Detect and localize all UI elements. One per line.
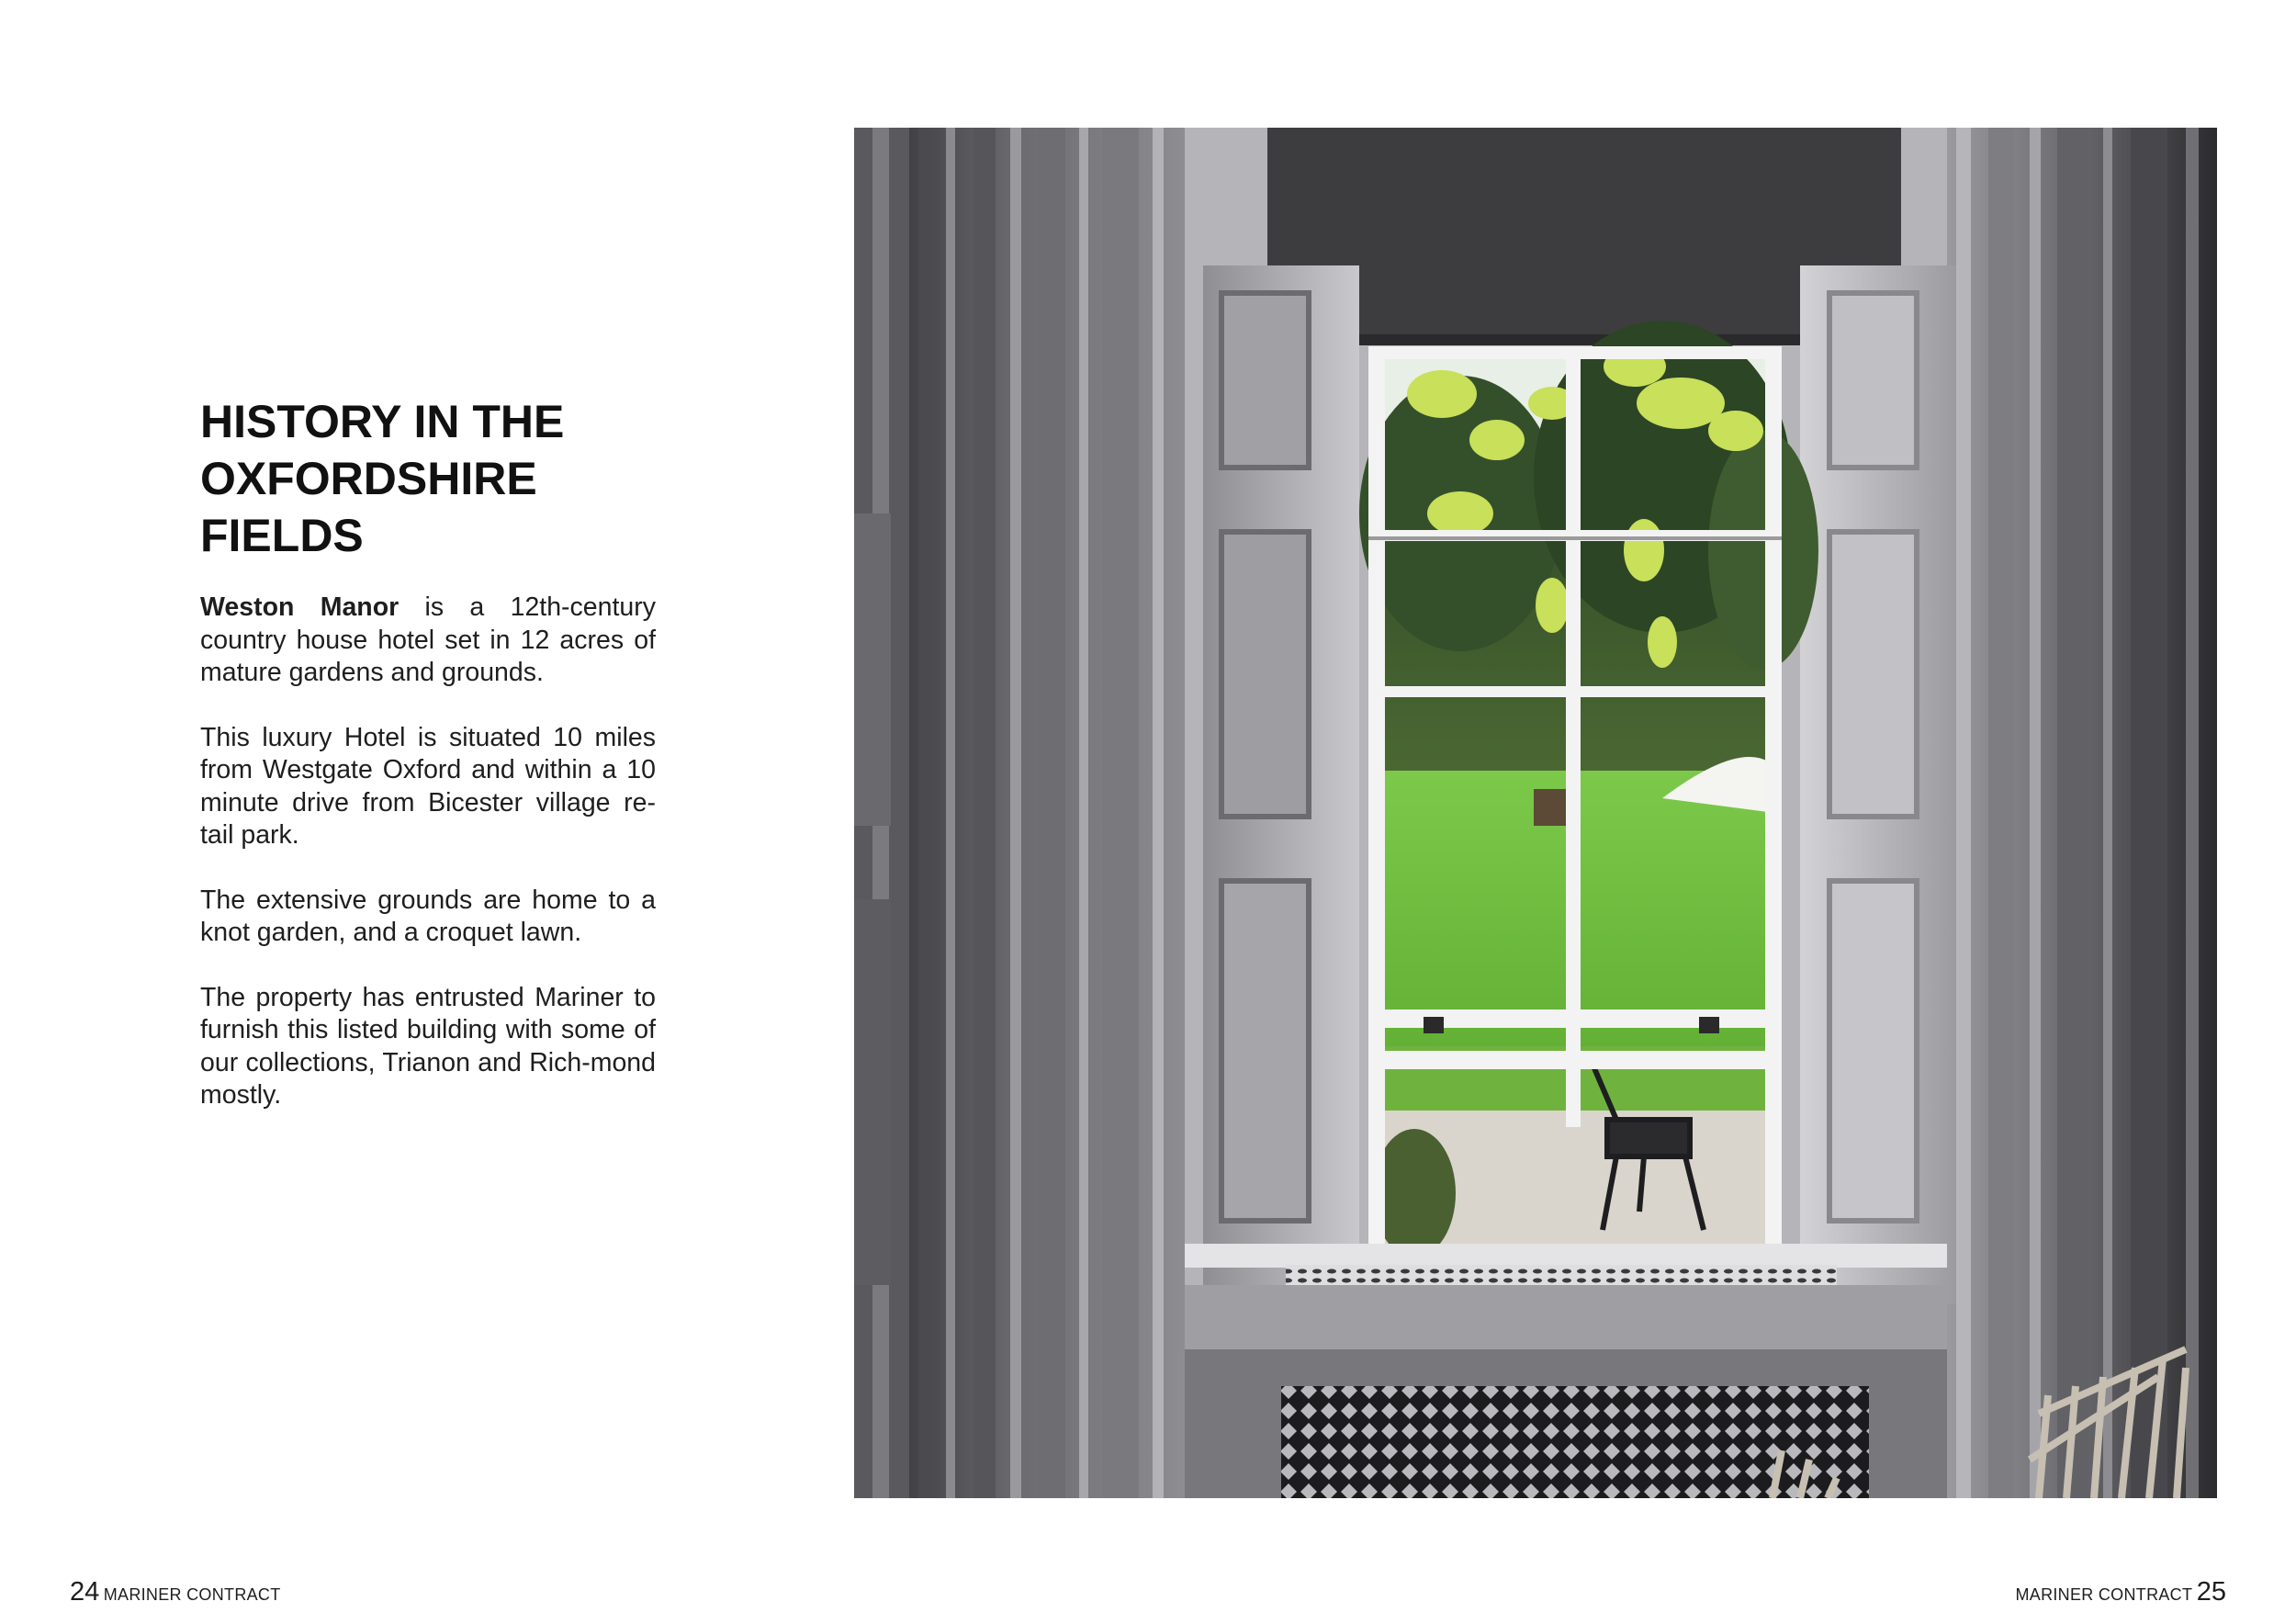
window-photo <box>854 128 2217 1498</box>
footer-left <box>70 1576 281 1610</box>
hotel-name: Weston Manor <box>200 592 400 622</box>
page-number-left: 24 <box>70 1577 100 1607</box>
paragraph-intro <box>200 592 656 690</box>
paragraph-intro-text: is a 12th-century country house hotel set in 12 acres of mature gardens and grounds. <box>200 592 657 687</box>
paragraph-grounds: The extensive grounds are home to a knot garden, and a croquet lawn. <box>200 885 656 947</box>
paragraph-collections: The property has entrusted Mariner to furnish this listed building with some of our collections, Trianon and Rich-mond mostly. <box>200 982 656 1110</box>
page-number-right: 25 <box>2196 1577 2226 1607</box>
paragraph-location: This luxury Hotel is situated 10 miles from Westgate Oxford and within a 10 minute drive from Bicester village re-tail park. <box>200 722 656 850</box>
text-column <box>200 393 656 1145</box>
page-title: HISTORY IN THE OXFORDSHIRE FIELDS <box>200 396 565 561</box>
body-text <box>200 592 656 1112</box>
brand-right: MARINER CONTRACT <box>2015 1585 2193 1604</box>
footer-right <box>2015 1576 2226 1610</box>
window-photo-illustration <box>854 128 2217 1498</box>
brand-left: MARINER CONTRACT <box>103 1585 281 1604</box>
